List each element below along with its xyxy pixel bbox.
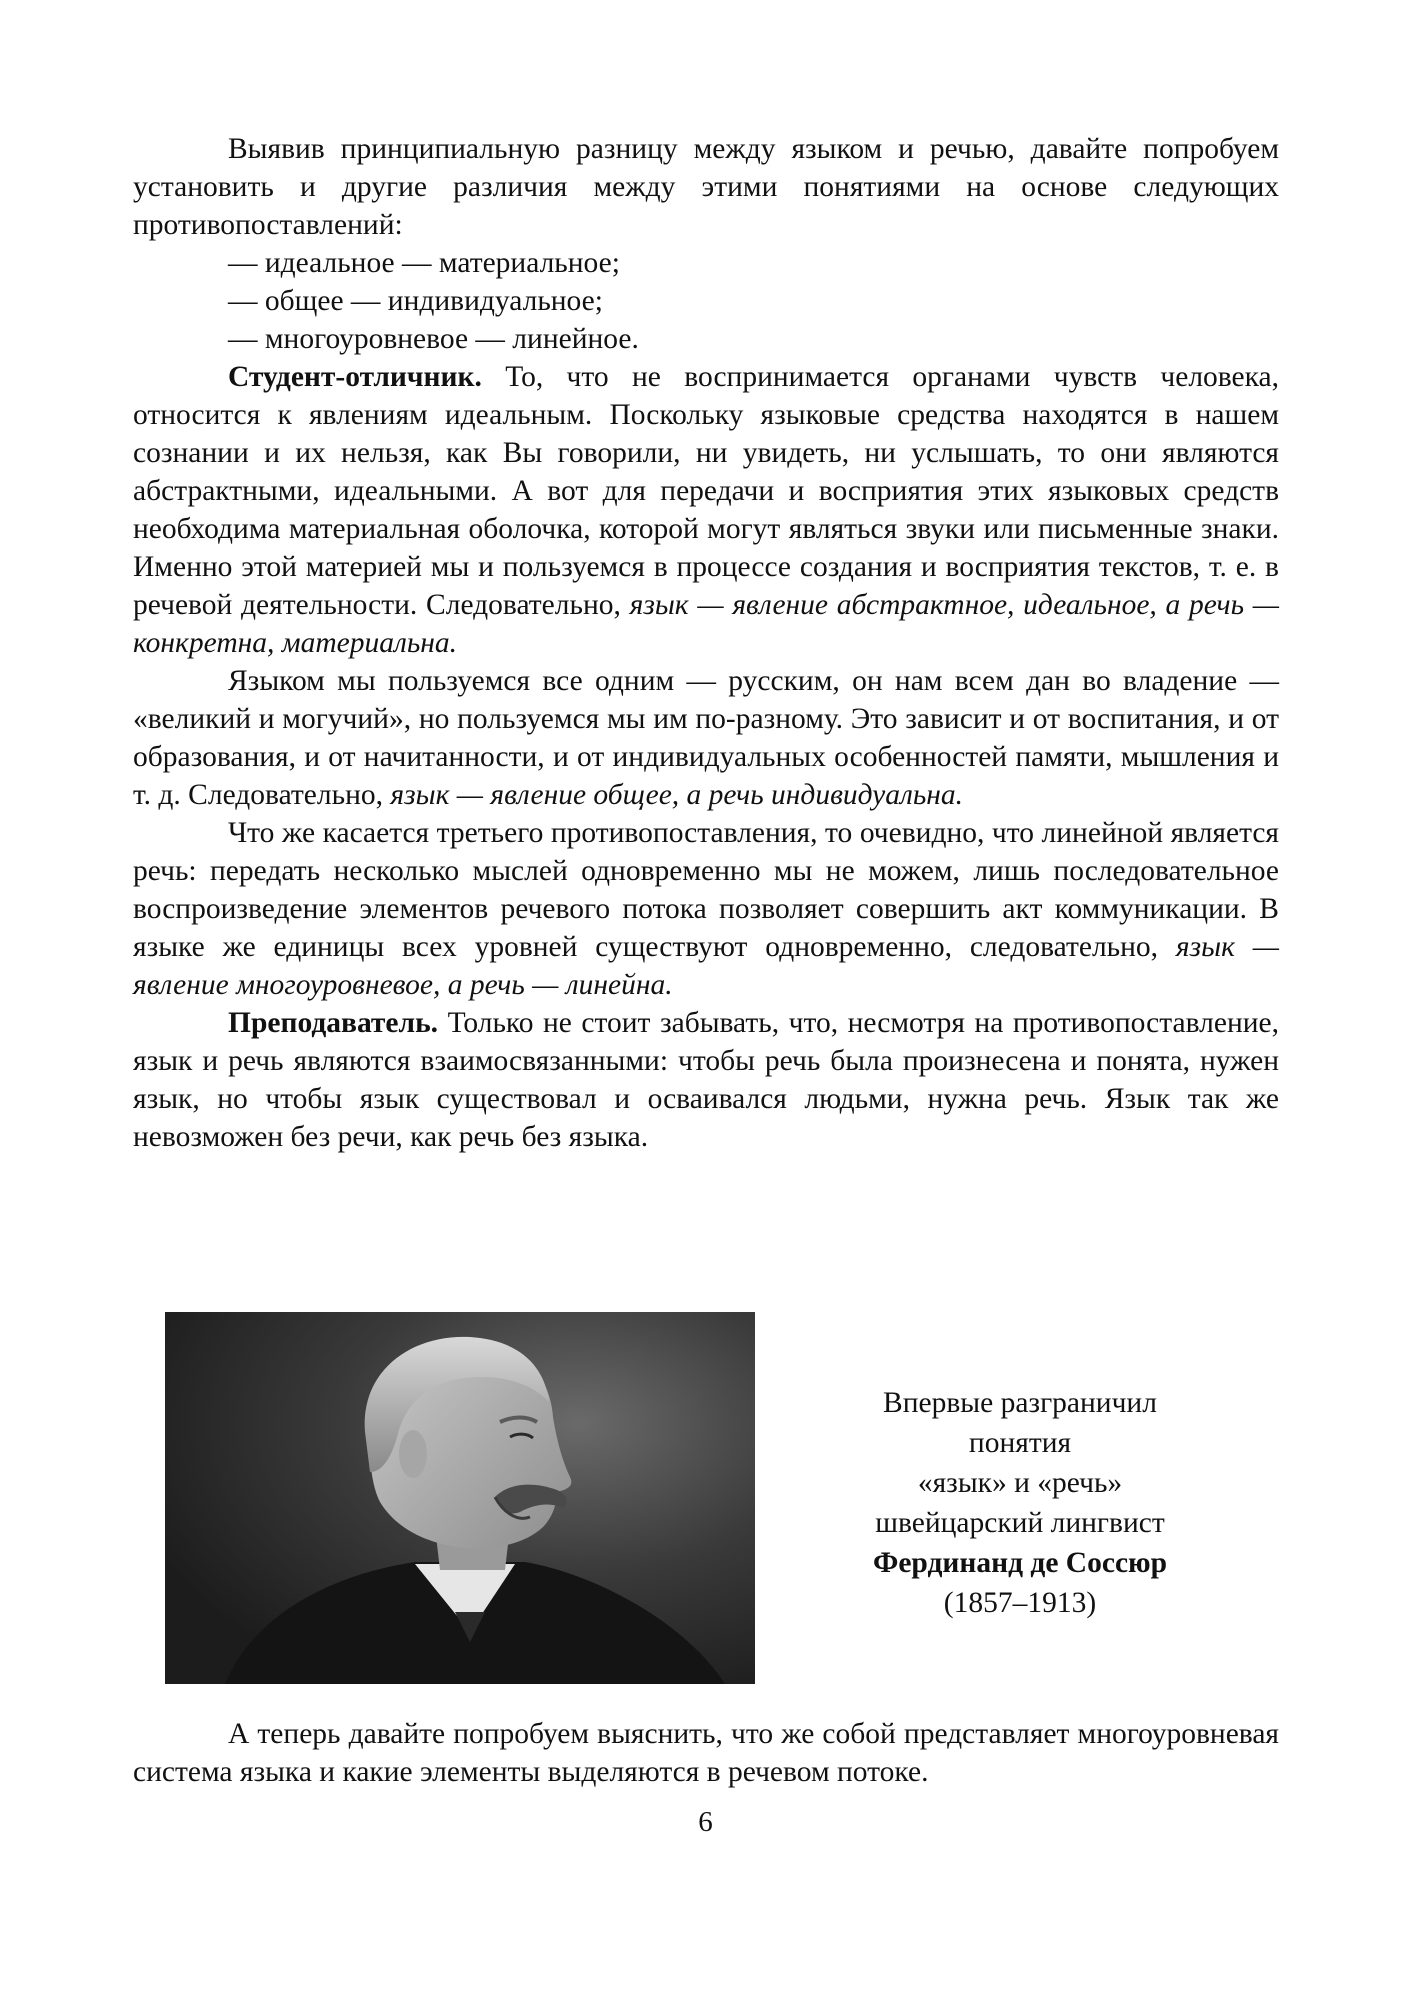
main-text (133, 130, 1279, 1156)
linear-paragraph (133, 814, 1279, 1004)
teacher-paragraph (133, 1004, 1279, 1156)
list-item: — общее — индивидуальное; (228, 285, 603, 317)
emphasis-text: язык — явление многоуровневое, а речь — линейна. (133, 931, 1279, 1001)
list-item: — идеальное — материальное; (228, 247, 620, 279)
emphasis-text: язык — явление абстрактное, идеальное, а речь — конкретна, материальна. (133, 589, 1279, 659)
portrait-photo (165, 1312, 755, 1684)
emphasis-text: язык — явление общее, а речь индивидуальна. (390, 779, 964, 811)
caption-line: швейцарский лингвист (875, 1507, 1165, 1539)
final-text (133, 1715, 1279, 1791)
intro-paragraph: Выявив принципиальную разницу между языком и речью, давайте попробуем установить и другие различия между этими понятиями на основе следующих противопоставлений: (133, 133, 1279, 241)
paragraph-text: То, что не воспринимается органами чувств человека, относится к явлениям идеальным. Поскольку языковые средства находятся в нашем сознании и их нельзя, как Вы говорили, ни увидеть, ни услышать, то они являются абстрактными, идеальными. А вот для передачи и восприятия этих языковых средств необходима материальная оболочка, которой могут являться звуки или письменные знаки. Именно этой материей мы и пользуемся в процессе создания и восприятия текстов, т. е. в речевой деятельности. Следовательно, (133, 361, 1279, 621)
caption-name: Фердинанд де Соссюр (873, 1547, 1167, 1579)
photo-caption (820, 1383, 1220, 1623)
paragraph-text: Языком мы пользуемся все одним — русским, он нам всем дан во владение — «великий и могучий», но пользуемся мы им по-разному. Это зависит и от воспитания, и от образования, и от начитанности, и от индивидуальных особенностей памяти, мышления и т. д. Следовательно, (133, 665, 1279, 811)
list-item: — многоуровневое — линейное. (228, 323, 639, 355)
student-paragraph (133, 358, 1279, 662)
page-number: 6 (698, 1806, 713, 1838)
caption-line: Впервые разграничил (883, 1387, 1157, 1419)
caption-line: «язык» и «речь» (917, 1467, 1123, 1499)
speaker-label: Преподаватель. (228, 1007, 439, 1039)
paragraph-text: Только не стоит забывать, что, несмотря на противопоставление, язык и речь являются взаимосвязанными: чтобы речь была произнесена и понята, нужен язык, но чтобы язык существовал и осваивался людьми, нужна речь. Язык так же невозможен без речи, как речь без языка. (133, 1007, 1279, 1153)
paragraph-text: Что же касается третьего противопоставления, то очевидно, что линейной является речь: передать несколько мыслей одновременно мы не можем, лишь последовательное воспроизведение элементов речевого потока позволяет совершить акт коммуникации. В языке же единицы всех уровней существуют одновременно, следовательно, (133, 817, 1279, 963)
caption-years: (1857–1913) (943, 1587, 1097, 1619)
speaker-label: Студент-отличник. (228, 361, 482, 393)
caption-line: понятия (968, 1427, 1072, 1459)
final-paragraph: А теперь давайте попробуем выяснить, что же собой представляет многоуровневая система языка и какие элементы выделяются в речевом потоке. (133, 1718, 1279, 1788)
common-paragraph (133, 662, 1279, 814)
